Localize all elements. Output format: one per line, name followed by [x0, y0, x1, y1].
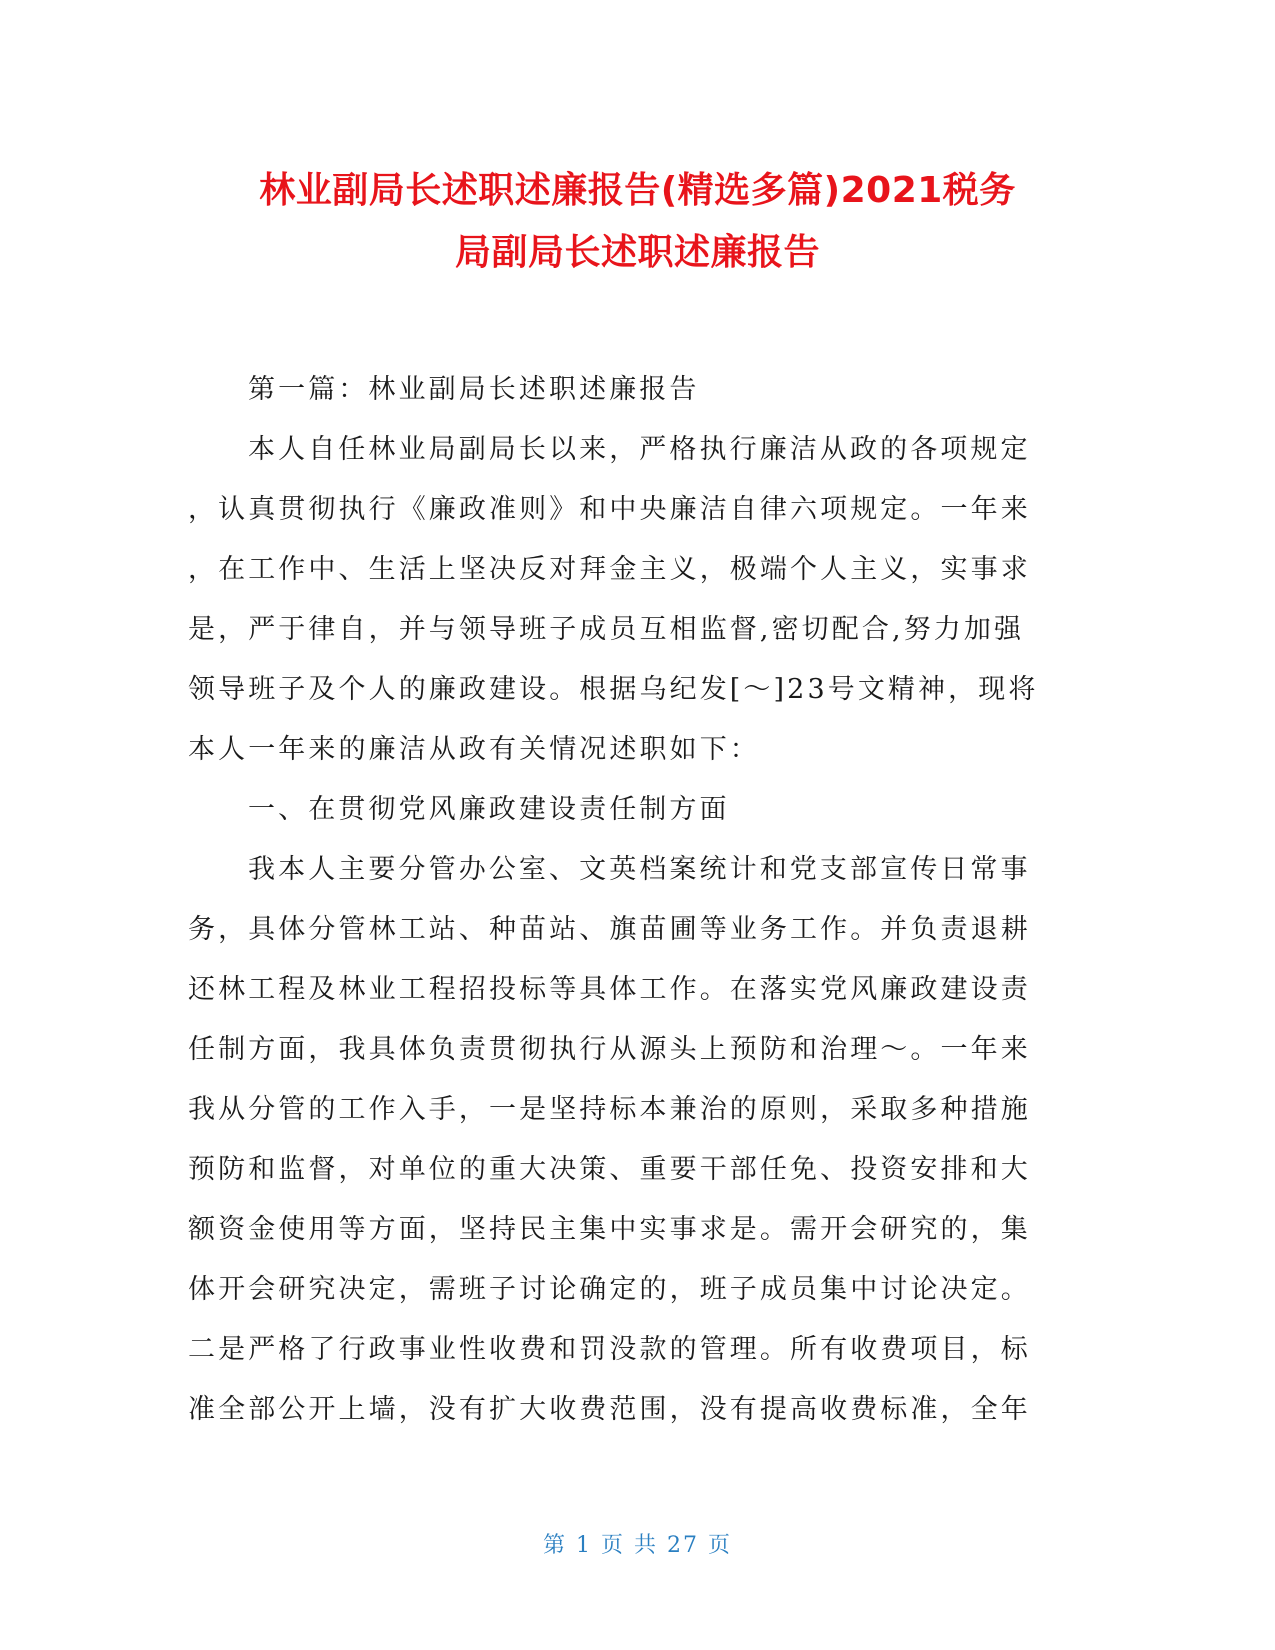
document-title	[150, 160, 1125, 284]
paragraph-line: 额资金使用等方面，坚持民主集中实事求是。需开会研究的，集	[188, 1214, 1031, 1245]
paragraph-line: 预防和监督，对单位的重大决策、重要干部任免、投资安排和大	[188, 1154, 1031, 1185]
paragraph-line: 还林工程及林业工程招投标等具体工作。在落实党风廉政建设责	[188, 974, 1031, 1005]
paragraph-line: 是，严于律自，并与领导班子成员互相监督,密切配合,努力加强	[188, 614, 1025, 645]
title-line-1: 林业副局长述职述廉报告(精选多篇)2021税务	[259, 170, 1016, 211]
subsection-heading: 一、在贯彻党风廉政建设责任制方面	[248, 794, 730, 825]
paragraph-line: 我从分管的工作入手，一是坚持标本兼治的原则，采取多种措施	[188, 1094, 1031, 1125]
paragraph-line: 准全部公开上墙，没有扩大收费范围，没有提高收费标准，全年	[188, 1394, 1031, 1425]
document-body	[188, 360, 1068, 1440]
paragraph-line: 体开会研究决定，需班子讨论确定的，班子成员集中讨论决定。	[188, 1274, 1031, 1305]
paragraph-line: ，认真贯彻执行《廉政准则》和中央廉洁自律六项规定。一年来	[188, 494, 1031, 525]
paragraph-line: 领导班子及个人的廉政建设。根据乌纪发[～]23号文精神，现将	[188, 674, 1039, 705]
title-line-2: 局副局长述职述廉报告	[454, 232, 820, 273]
paragraph-line: 任制方面，我具体负责贯彻执行从源头上预防和治理～。一年来	[188, 1034, 1031, 1065]
paragraph-line: 二是严格了行政事业性收费和罚没款的管理。所有收费项目，标	[188, 1334, 1031, 1365]
page-number-footer: 第 1 页 共 27 页	[543, 1533, 732, 1558]
section-heading: 第一篇：林业副局长述职述廉报告	[248, 374, 700, 405]
paragraph-line: 务，具体分管林工站、种苗站、旗苗圃等业务工作。并负责退耕	[188, 914, 1031, 945]
paragraph-line: 我本人主要分管办公室、文英档案统计和党支部宣传日常事	[248, 854, 1031, 885]
paragraph-line: ，在工作中、生活上坚决反对拜金主义，极端个人主义，实事求	[188, 554, 1031, 585]
paragraph-line: 本人自任林业局副局长以来，严格执行廉洁从政的各项规定	[248, 434, 1031, 465]
paragraph-line: 本人一年来的廉洁从政有关情况述职如下：	[188, 734, 760, 765]
